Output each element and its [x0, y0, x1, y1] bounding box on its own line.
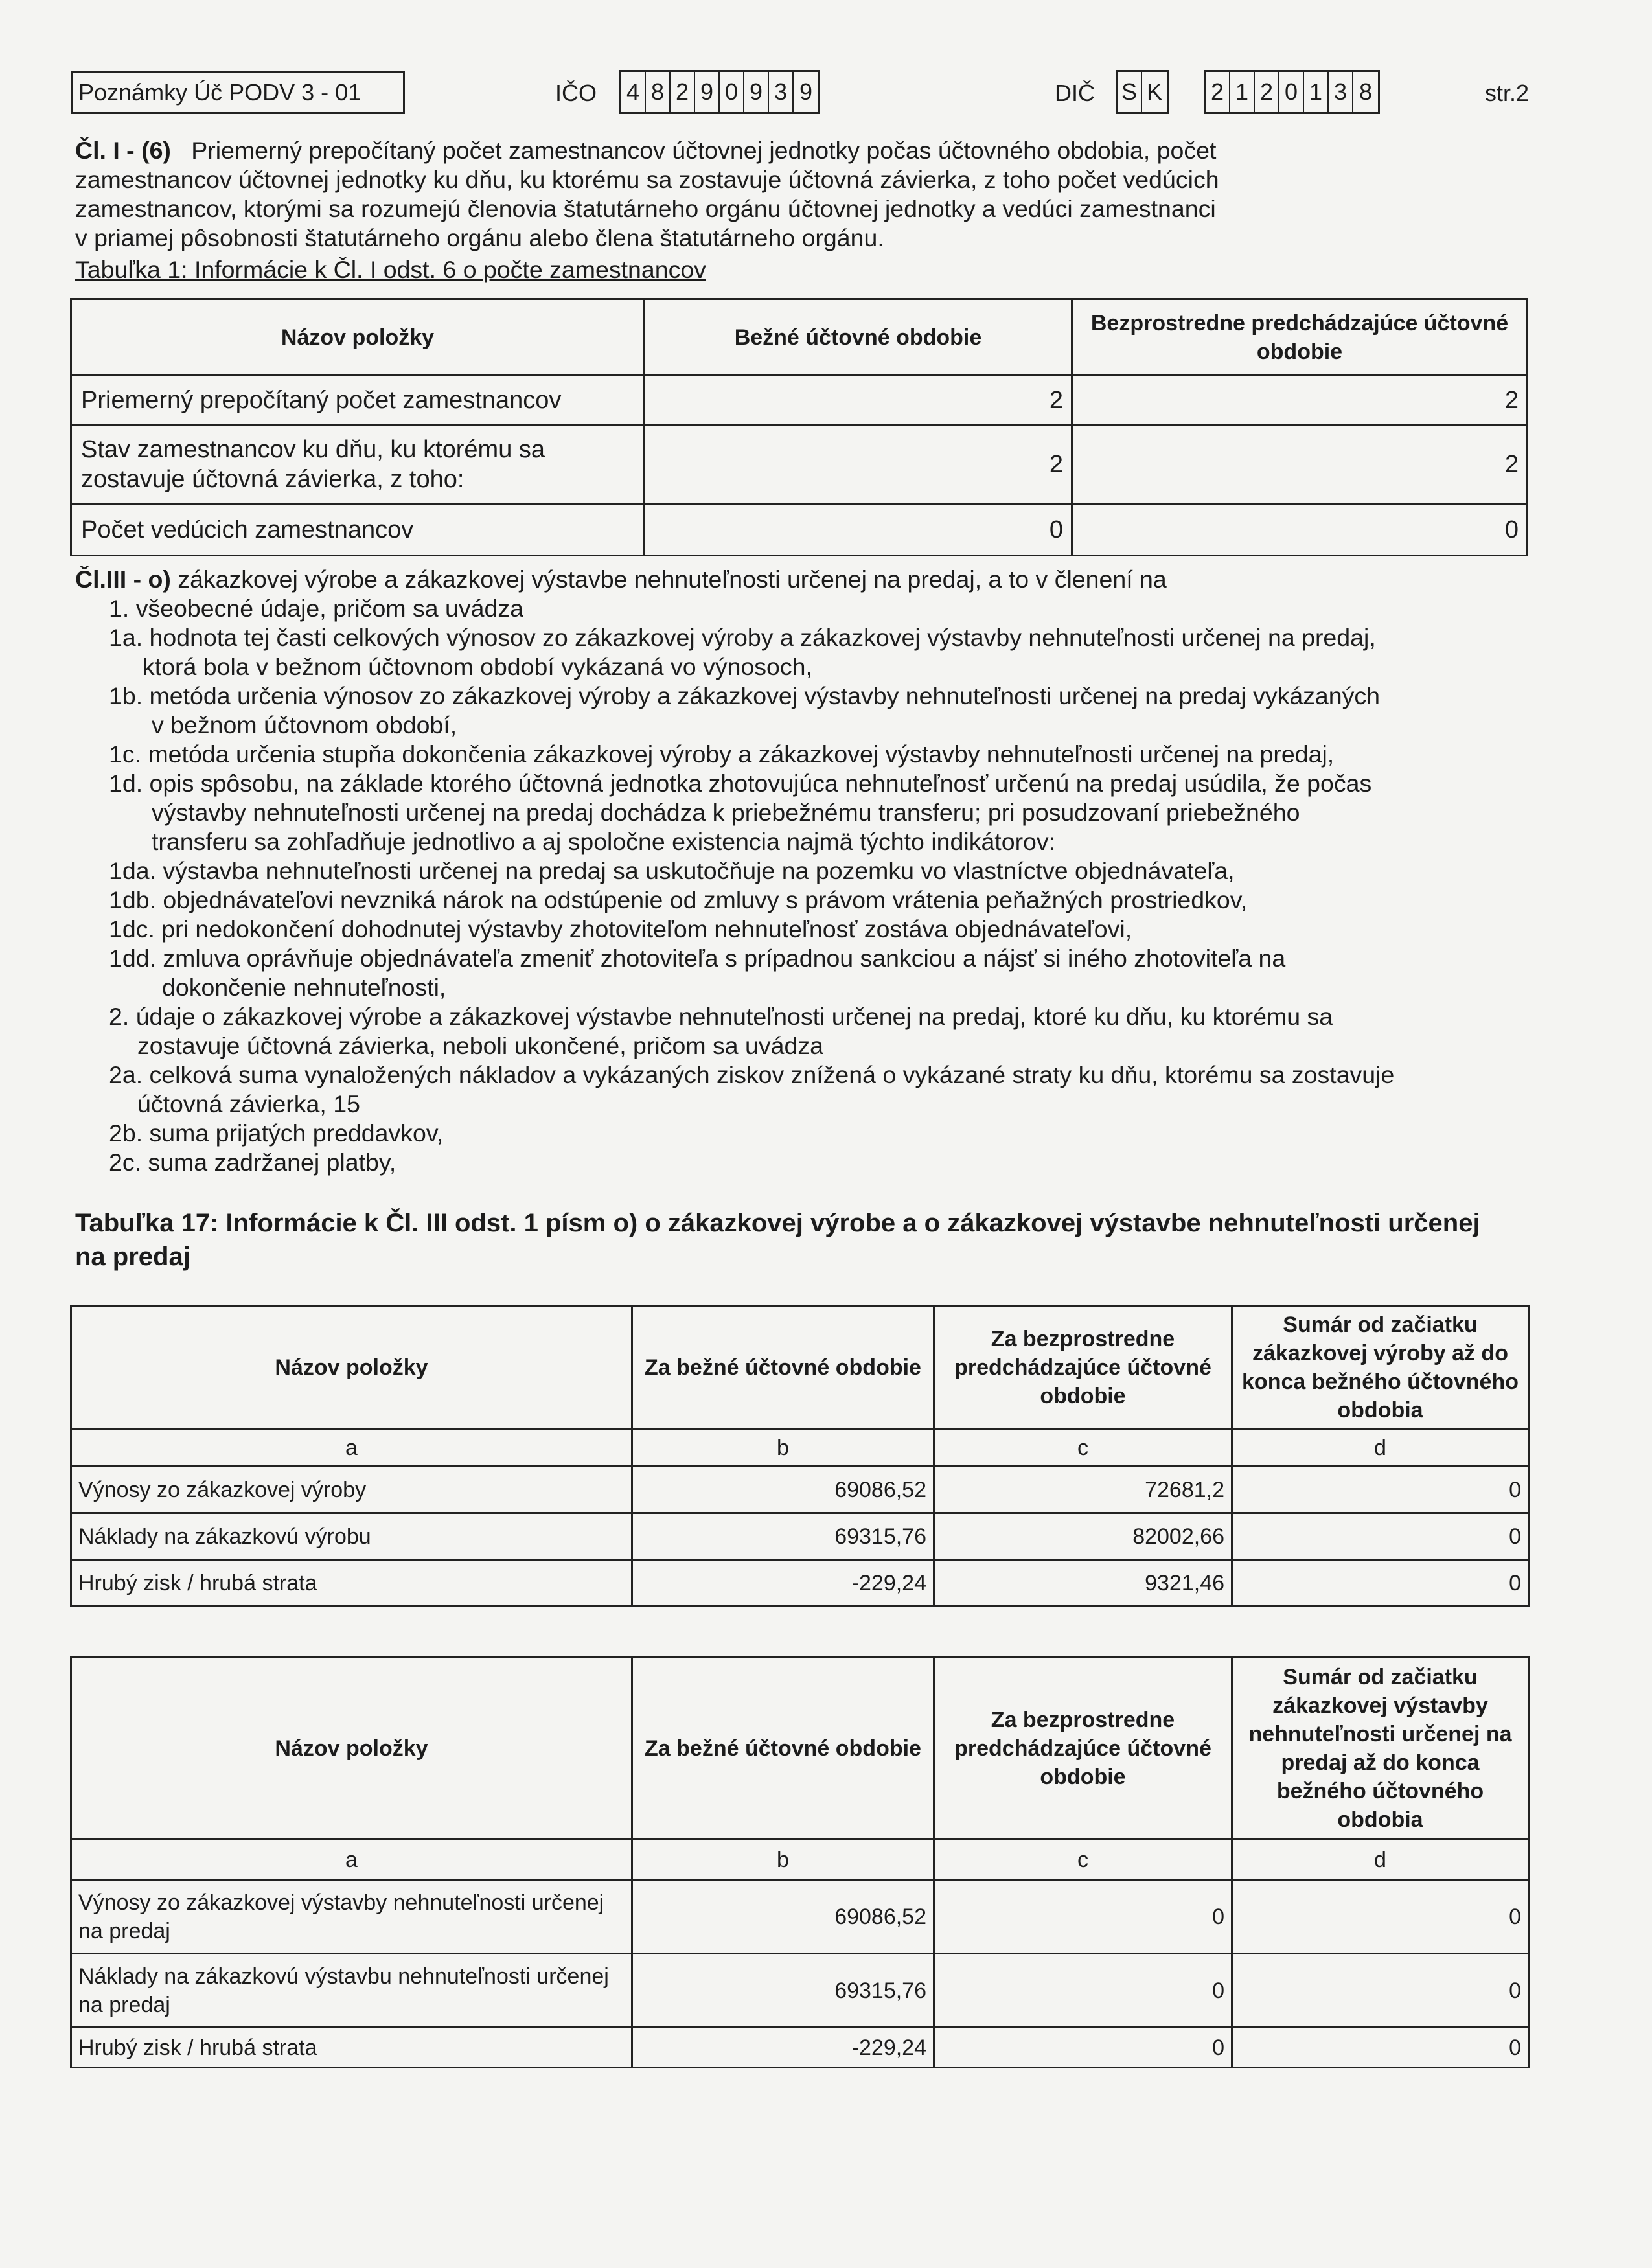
table1-header: Názov položky	[71, 299, 645, 376]
column-letter: d	[1232, 1840, 1529, 1880]
ico-boxes	[619, 70, 820, 114]
table17-cell: 9321,46	[934, 1560, 1232, 1607]
dic-digit: 2	[1206, 72, 1230, 112]
art1-line: Priemerný prepočítaný počet zamestnancov účtovnej jednotky počas účtovného obdobia, počet	[191, 137, 1217, 164]
table17-title: Tabuľka 17: Informácie k Čl. III odst. 1 písm o) o zákazkovej výrobe a o zákazkovej výstavbe nehnuteľnosti určenej na predaj	[75, 1209, 1480, 1271]
art3-item: 1d. opis spôsobu, na základe ktorého účtovná jednotka zhotovujúca nehnuteľnosť určenú na predaj usúdila, že počas	[109, 770, 1372, 797]
table-row	[71, 1840, 1529, 1880]
table1-cell: 2	[1072, 425, 1528, 504]
dic-digit: 1	[1230, 72, 1255, 112]
table17b-cell: 0	[934, 2028, 1232, 2068]
table-row	[71, 1467, 1529, 1513]
art3-item: 1dc. pri nedokončení dohodnutej výstavby zhotoviteľom nehnuteľnosť zostáva objednávateľovi,	[109, 915, 1132, 943]
art3-item: 1. všeobecné údaje, pričom sa uvádza	[109, 595, 523, 622]
table17-cell: 82002,66	[934, 1513, 1232, 1560]
art3-item: 2b. suma prijatých preddavkov,	[109, 1119, 444, 1147]
table17-header: Za bežné účtovné obdobie	[632, 1306, 934, 1429]
column-letter: c	[934, 1840, 1232, 1880]
contract-production-table	[70, 1305, 1530, 1607]
art3-paragraph	[75, 565, 1560, 1177]
table17b-cell: 0	[1232, 2028, 1529, 2068]
table17-header: Názov položky	[71, 1306, 632, 1429]
table17-cell: Náklady na zákazkovú výrobu	[71, 1513, 632, 1560]
art1-paragraph	[75, 136, 1219, 284]
dic-digit: 8	[1359, 78, 1373, 105]
table17-cell: Výnosy zo zákazkovej výroby	[71, 1467, 632, 1513]
art1-line: v priamej pôsobnosti štatutárneho orgánu alebo člena štatutárneho orgánu.	[75, 224, 884, 251]
table-row	[71, 1880, 1529, 1954]
table17b-cell: 0	[1232, 1954, 1529, 2028]
art3-item: účtovná závierka, 15	[137, 1090, 360, 1117]
table17b-cell: Hrubý zisk / hrubá strata	[71, 2028, 632, 2068]
dic-prefix-char: K	[1146, 78, 1162, 105]
art3-label: Čl.III - o)	[75, 566, 171, 593]
art1-label: Čl. I - (6)	[75, 137, 171, 164]
art3-item: 2c. suma zadržanej platby,	[109, 1149, 396, 1176]
table17-header: Sumár od začiatku zákazkovej výroby až do konca bežného účtovného obdobia	[1232, 1306, 1529, 1429]
table17b-cell: 0	[1232, 1880, 1529, 1954]
art3-item: ktorá bola v bežnom účtovnom období vykázaná vo výnosoch,	[143, 653, 812, 680]
table-row	[71, 1513, 1529, 1560]
contract-construction-table	[70, 1656, 1530, 2068]
column-letter: a	[71, 1840, 632, 1880]
table17-cell: 69315,76	[632, 1513, 934, 1560]
table1-cell: Počet vedúcich zamestnancov	[71, 504, 645, 556]
table17-cell: Hrubý zisk / hrubá strata	[71, 1560, 632, 1607]
column-letter: d	[1232, 1429, 1529, 1467]
ico-digit: 9	[695, 72, 720, 112]
table-row	[71, 425, 1528, 504]
table-row	[71, 1954, 1529, 2028]
dic-digit: 1	[1304, 72, 1329, 112]
art3-item: výstavby nehnuteľnosti určenej na predaj dochádza k priebežnému transferu; pri posudzovaní priebežného	[152, 799, 1300, 826]
form-label: Poznámky Úč PODV 3 - 01	[71, 71, 405, 114]
dic-prefix-boxes	[1116, 70, 1169, 114]
dic-boxes	[1204, 70, 1380, 114]
ico-digit: 9	[744, 72, 769, 112]
table17b-cell: 0	[934, 1954, 1232, 2028]
art3-item: 2a. celková suma vynaložených nákladov a vykázaných ziskov znížená o vykázané straty ku dňu, ktorému sa zostavuje	[109, 1061, 1395, 1088]
dic-prefix-char: S	[1118, 72, 1142, 112]
table1-header: Bežné účtovné obdobie	[645, 299, 1072, 376]
table17-cell: 72681,2	[934, 1467, 1232, 1513]
table17-header: Za bezprostredne predchádzajúce účtovné obdobie	[934, 1306, 1232, 1429]
table17-cell: 69086,52	[632, 1467, 934, 1513]
dic-digit: 3	[1329, 72, 1353, 112]
art3-item: v bežnom účtovnom období,	[152, 711, 457, 739]
table17b-cell: -229,24	[632, 2028, 934, 2068]
table17b-cell: Náklady na zákazkovú výstavbu nehnuteľnosti určenej na predaj	[71, 1954, 632, 2028]
art3-item: 1db. objednávateľovi nevzniká nárok na odstúpenie od zmluvy s právom vrátenia peňažných prostriedkov,	[109, 886, 1248, 913]
column-letter: a	[71, 1429, 632, 1467]
table17b-header: Za bežné účtovné obdobie	[632, 1657, 934, 1840]
employee-count-table	[70, 298, 1528, 556]
ico-digit: 4	[621, 72, 646, 112]
table1-header: Bezprostredne predchádzajúce účtovné obdobie	[1072, 299, 1528, 376]
dic-digit: 0	[1279, 72, 1304, 112]
art3-item: 1a. hodnota tej časti celkových výnosov zo zákazkovej výroby a zákazkovej výstavby nehnuteľnosti určenej na predaj,	[109, 624, 1376, 651]
art3-item: 1b. metóda určenia výnosov zo zákazkovej výroby a zákazkovej výstavby nehnuteľnosti určenej na predaj vykázaných	[109, 682, 1380, 709]
ico-digit: 3	[769, 72, 794, 112]
table17b-header: Názov položky	[71, 1657, 632, 1840]
table1-cell: 2	[1072, 376, 1528, 425]
column-letter: b	[632, 1429, 934, 1467]
art3-item: 2. údaje o zákazkovej výrobe a zákazkovej výstavbe nehnuteľnosti určenej na predaj, ktoré ku dňu, ku ktorému sa	[109, 1003, 1333, 1030]
column-letter: c	[934, 1429, 1232, 1467]
table17-cell: 0	[1232, 1467, 1529, 1513]
dic-label: DIČ	[1055, 80, 1095, 106]
table1-cell: 0	[645, 504, 1072, 556]
table17b-cell: 69315,76	[632, 1954, 934, 2028]
art1-line: zamestnancov, ktorými sa rozumejú členovia štatutárneho orgánu účtovnej jednotky a vedúci zamestnanci	[75, 195, 1216, 222]
ico-digit: 9	[799, 78, 813, 105]
art3-intro: zákazkovej výrobe a zákazkovej výstavbe nehnuteľnosti určenej na predaj, a to v členení na	[178, 566, 1167, 593]
table17b-cell: Výnosy zo zákazkovej výstavby nehnuteľnosti určenej na predaj	[71, 1880, 632, 1954]
table-row	[71, 1429, 1529, 1467]
ico-label: IČO	[555, 80, 597, 106]
table1-cell: 0	[1072, 504, 1528, 556]
table-row	[71, 504, 1528, 556]
page-number: str.2	[1484, 80, 1529, 106]
dic-digit: 2	[1255, 72, 1279, 112]
art3-item: 1dd. zmluva oprávňuje objednávateľa zmeniť zhotoviteľa s prípadnou sankciou a nájsť si iného zhotoviteľa na	[109, 945, 1286, 972]
art3-item: transferu sa zohľadňuje jednotlivo a aj spoločne existencia najmä týchto indikátorov:	[152, 828, 1056, 855]
art3-item: zostavuje účtovná závierka, neboli ukončené, pričom sa uvádza	[137, 1032, 823, 1059]
table-row	[71, 376, 1528, 425]
table1-cell: Priemerný prepočítaný počet zamestnancov	[71, 376, 645, 425]
table17-cell: 0	[1232, 1560, 1529, 1607]
ico-digit: 0	[720, 72, 744, 112]
art3-item: 1c. metóda určenia stupňa dokončenia zákazkovej výroby a zákazkovej výstavby nehnuteľnosti určenej na predaj,	[109, 740, 1335, 768]
art1-line: zamestnancov účtovnej jednotky ku dňu, ku ktorému sa zostavuje účtovná závierka, z toho počet vedúcich	[75, 166, 1219, 193]
table17-cell: -229,24	[632, 1560, 934, 1607]
column-letter: b	[632, 1840, 934, 1880]
table1-cell: 2	[645, 376, 1072, 425]
table17b-cell: 0	[934, 1880, 1232, 1954]
table17b-header: Za bezprostredne predchádzajúce účtovné obdobie	[934, 1657, 1232, 1840]
table1-cell: Stav zamestnancov ku dňu, ku ktorému sa zostavuje účtovná závierka, z toho:	[71, 425, 645, 504]
ico-digit: 8	[646, 72, 671, 112]
art3-item: dokončenie nehnuteľnosti,	[162, 974, 446, 1001]
table17-cell: 0	[1232, 1513, 1529, 1560]
table1-cell: 2	[645, 425, 1072, 504]
art3-item: 1da. výstavba nehnuteľnosti určenej na predaj sa uskutočňuje na pozemku vo vlastníctve objednávateľa,	[109, 857, 1235, 884]
form-header	[71, 70, 1529, 118]
table17b-header: Sumár od začiatku zákazkovej výstavby nehnuteľnosti určenej na predaj až do konca bežného účtovného obdobia	[1232, 1657, 1529, 1840]
table-row	[71, 1560, 1529, 1607]
table1-caption: Tabuľka 1: Informácie k Čl. I odst. 6 o počte zamestnancov	[75, 256, 706, 283]
table17b-cell: 69086,52	[632, 1880, 934, 1954]
table-row	[71, 2028, 1529, 2068]
ico-digit: 2	[671, 72, 695, 112]
